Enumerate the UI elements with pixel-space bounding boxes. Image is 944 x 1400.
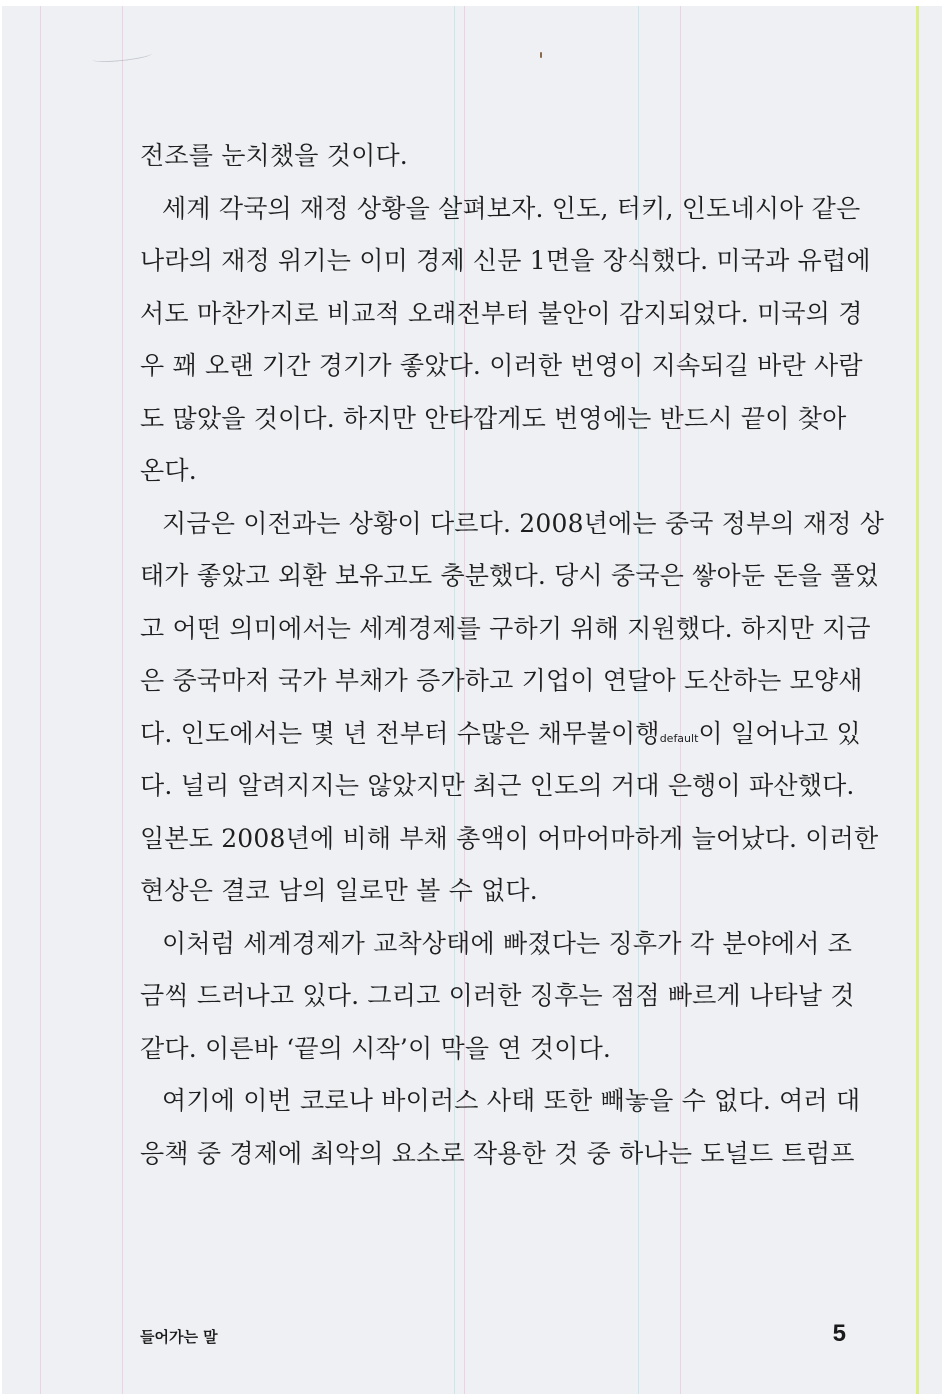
text-segment: 다. 인도에서는 몇 년 전부터 수많은 채무불이행 xyxy=(140,718,660,748)
text-line: 서도 마찬가지로 비교적 오래전부터 불안이 감지되었다. 미국의 경 xyxy=(140,298,863,328)
text-line: 고 어떤 의미에서는 세계경제를 구하기 위해 지원했다. 하지만 지금 xyxy=(140,613,871,643)
text-line-with-gloss xyxy=(140,708,861,761)
text-line: 나라의 재정 위기는 이미 경제 신문 1면을 장식했다. 미국과 유럽에 xyxy=(140,246,871,275)
text-line: 세계 각국의 재정 상황을 살펴보자. 인도, 터키, 인도네시아 같은 xyxy=(162,193,861,223)
page-footer xyxy=(140,1322,846,1352)
text-line: 현상은 결코 남의 일로만 볼 수 없다. xyxy=(140,876,538,905)
scan-artifact-line xyxy=(916,6,919,1394)
text-line: 일본도 2008년에 비해 부채 총액이 어마어마하게 늘어났다. 이러한 xyxy=(140,823,879,853)
text-line: 이처럼 세계경제가 교착상태에 빠졌다는 징후가 각 분야에서 조 xyxy=(162,928,853,958)
text-line: 다. 널리 알려지지는 않았지만 최근 인도의 거대 은행이 파산했다. xyxy=(140,771,855,800)
section-title: 들어가는 말 xyxy=(140,1328,218,1346)
paper-speck xyxy=(540,52,542,58)
text-line: 응책 중 경제에 최악의 요소로 작용한 것 중 하나는 도널드 트럼프 xyxy=(140,1138,855,1168)
text-line: 같다. 이른바 ‘끝의 시작’이 막을 연 것이다. xyxy=(140,1033,612,1063)
text-line: 지금은 이전과는 상황이 다르다. 2008년에는 중국 정부의 재정 상 xyxy=(162,508,885,538)
text-line: 우 꽤 오랜 기간 경기가 좋았다. 이러한 번영이 지속되길 바란 사람 xyxy=(140,351,863,380)
scan-artifact-line xyxy=(40,6,41,1394)
text-line: 도 많았을 것이다. 하지만 안타깝게도 번영에는 반드시 끝이 찾아 xyxy=(140,403,847,433)
scan-artifact-line xyxy=(122,6,123,1394)
english-gloss: default xyxy=(659,731,699,745)
text-segment: 이 일어나고 있 xyxy=(698,718,861,748)
text-line: 여기에 이번 코로나 바이러스 사태 또한 빼놓을 수 없다. 여러 대 xyxy=(162,1086,861,1115)
text-line: 태가 좋았고 외환 보유고도 충분했다. 당시 중국은 쌓아둔 돈을 풀었 xyxy=(140,561,879,590)
text-line: 금씩 드러나고 있다. 그리고 이러한 징후는 점점 빠르게 나타날 것 xyxy=(140,981,855,1010)
body-text xyxy=(140,130,885,1180)
page-number: 5 xyxy=(832,1320,846,1347)
text-line: 은 중국마저 국가 부채가 증가하고 기업이 연달아 도산하는 모양새 xyxy=(140,666,863,695)
text-line: 온다. xyxy=(140,456,197,485)
text-line: 전조를 눈치챘을 것이다. xyxy=(140,141,408,170)
